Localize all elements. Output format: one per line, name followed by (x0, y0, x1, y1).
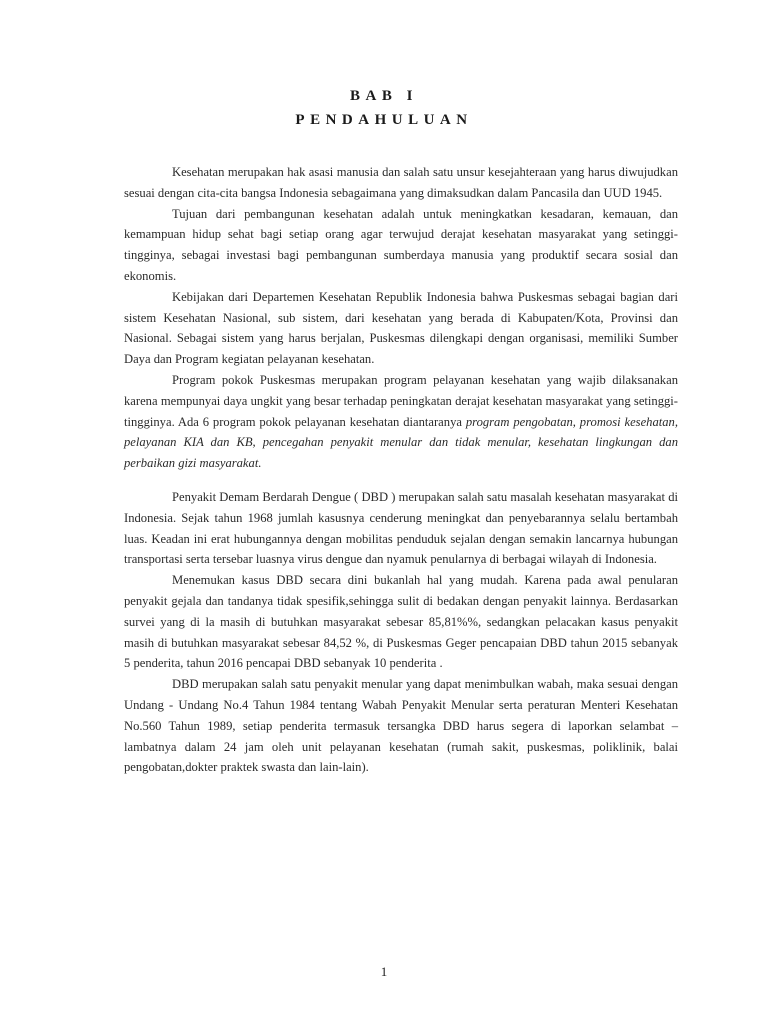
page-number: 1 (380, 964, 388, 979)
paragraph-6: Menemukan kasus DBD secara dini bukanlah hal yang mudah. Karena pada awal penularan penyakit gejala dan tandanya tidak spesifik,sehingga sulit di bedakan dengan penyakit lainnya. Berdasarkan survei yang di la masih di butuhkan masyarakat sebesar 85,81%%, sedangkan pelacakan kasus penyakit masih di butuhkan masyarakat sebesar 84,52 %, di Puskesmas Geger pencapaian DBD tahun 2015 sebanyak 5 penderita, tahun 2016 pencapai DBD sebanyak 10 penderita . (124, 573, 678, 671)
chapter-heading: BAB I (350, 88, 418, 104)
paragraph-3: Kebijakan dari Departemen Kesehatan Republik Indonesia bahwa Puskesmas sebagai bagian dari sistem Kesehatan Nasional, sub sistem, dari kesehatan yang berada di Kabupaten/Kota, Provinsi dan Nasional. Sebagai sistem yang harus berjalan, Puskesmas dilengkapi dengan organisasi, memiliki Sumber Daya dan Program kegiatan pelayanan kesehatan. (124, 289, 678, 367)
paragraph-4 (124, 370, 678, 474)
paragraph-4-italic: program pengobatan, promosi kesehatan, pelayanan KIA dan KB, pencegahan penyakit menular dan tidak menular, kesehatan lingkungan dan perbaikan gizi masyarakat. (124, 414, 678, 471)
paragraph-5: Penyakit Demam Berdarah Dengue ( DBD ) merupakan salah satu masalah kesehatan masyarakat di Indonesia. Sejak tahun 1968 jumlah kasusnya cenderung meningkat dan penyebarannya selalu bertambah luas. Keadan ini erat hubungannya dengan mobilitas penduduk sejalan dengan semakin lancarnya hubungan transportasi serta tersebar luasnya virus dengue dan nyamuk penularnya di berbagai wilayah di Indonesia. (124, 489, 678, 567)
paragraph-1: Kesehatan merupakan hak asasi manusia dan salah satu unsur kesejahteraan yang harus diwujudkan sesuai dengan cita-cita bangsa Indonesia sebagaimana yang dimaksudkan dalam Pancasila dan UUD 1945. (124, 165, 678, 200)
body-text (124, 162, 678, 778)
paragraph-2: Tujuan dari pembangunan kesehatan adalah untuk meningkatkan kesadaran, kemauan, dan kemampuan hidup sehat bagi setiap orang agar terwujud derajat kesehatan masyarakat yang setinggi-tingginya, sebagai investasi bagi pembangunan sumberdaya manusia yang produktif secara sosial dan ekonomis. (124, 206, 678, 283)
chapter-title: PENDAHULUAN (295, 112, 473, 128)
paragraph-4-text: Program pokok Puskesmas merupakan program pelayanan kesehatan yang wajib dilaksanakan karena mempunyai daya ungkit yang besar terhadap peningkatan derajat kesehatan masyarakat yang setinggi-tingginya. Ada 6 program pokok pelayanan kesehatan diantaranya (124, 372, 678, 429)
paragraph-7: DBD merupakan salah satu penyakit menular yang dapat menimbulkan wabah, maka sesuai dengan Undang - Undang No.4 Tahun 1984 tentang Wabah Penyakit Menular serta peraturan Menteri Kesehatan No.560 Tahun 1989, setiap penderita termasuk tersangka DBD harus segera di laporkan selambat – lambatnya dalam 24 jam oleh unit pelayanan kesehatan (rumah sakit, puskesmas, poliklinik, balai pengobatan,dokter praktek swasta dan lain-lain). (124, 677, 678, 775)
